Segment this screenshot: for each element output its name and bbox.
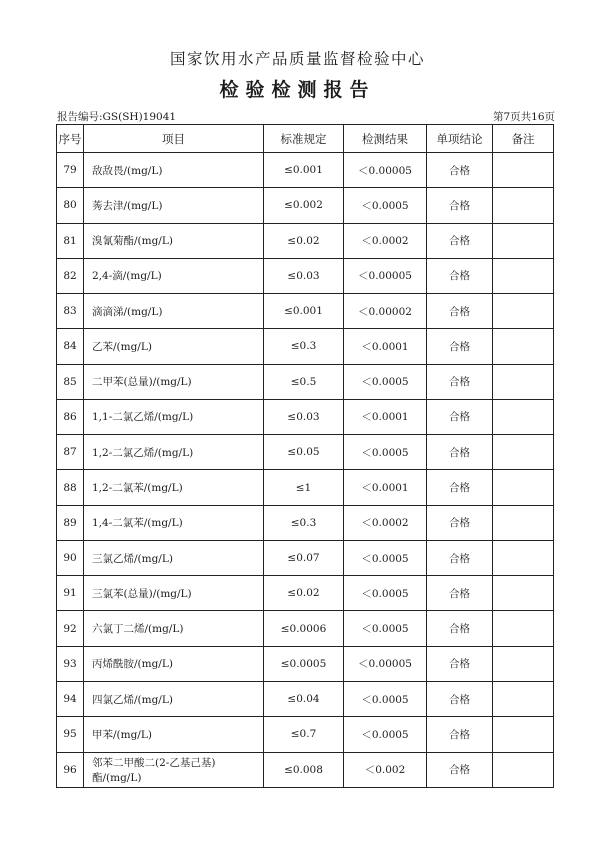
- cell-standard: ≤0.7: [264, 717, 344, 752]
- cell-standard: ≤0.002: [264, 188, 344, 223]
- cell-no: 86: [57, 399, 84, 434]
- cell-standard: ≤0.008: [264, 752, 344, 787]
- cell-conclusion: 合格: [427, 294, 493, 329]
- cell-standard: ≤0.07: [264, 540, 344, 575]
- cell-item: 四氯乙烯/(mg/L): [84, 681, 264, 716]
- cell-standard: ≤0.02: [264, 576, 344, 611]
- cell-no: 87: [57, 435, 84, 470]
- cell-item: 乙苯/(mg/L): [84, 329, 264, 364]
- cell-item: 溴氰菊酯/(mg/L): [84, 223, 264, 258]
- cell-no: 82: [57, 258, 84, 293]
- cell-result: ＜0.0005: [344, 188, 427, 223]
- cell-standard: ≤0.3: [264, 329, 344, 364]
- cell-no: 89: [57, 505, 84, 540]
- table-row: [57, 611, 554, 646]
- cell-conclusion: 合格: [427, 540, 493, 575]
- cell-item: 甲苯/(mg/L): [84, 717, 264, 752]
- cell-no: 94: [57, 681, 84, 716]
- table-row: [57, 470, 554, 505]
- cell-result: ＜0.00005: [344, 258, 427, 293]
- cell-no: 92: [57, 611, 84, 646]
- cell-conclusion: 合格: [427, 611, 493, 646]
- column-header-item: 项目: [84, 125, 264, 153]
- cell-standard: ≤0.001: [264, 153, 344, 188]
- cell-remark: [493, 646, 554, 681]
- cell-result: ＜0.0001: [344, 399, 427, 434]
- cell-remark: [493, 258, 554, 293]
- org-name: 国家饮用水产品质量监督检验中心: [169, 50, 425, 68]
- cell-item: 1,4-二氯苯/(mg/L): [84, 505, 264, 540]
- cell-conclusion: 合格: [427, 399, 493, 434]
- cell-item: 1,1-二氯乙烯/(mg/L): [84, 399, 264, 434]
- cell-remark: [493, 364, 554, 399]
- cell-no: 90: [57, 540, 84, 575]
- table-row: [57, 223, 554, 258]
- cell-result: ＜0.0005: [344, 681, 427, 716]
- cell-standard: ≤0.05: [264, 435, 344, 470]
- cell-conclusion: 合格: [427, 646, 493, 681]
- cell-result: ＜0.0005: [344, 611, 427, 646]
- cell-conclusion: 合格: [427, 435, 493, 470]
- cell-conclusion: 合格: [427, 470, 493, 505]
- cell-conclusion: 合格: [427, 364, 493, 399]
- table-header-row: [57, 125, 554, 153]
- cell-conclusion: 合格: [427, 258, 493, 293]
- cell-item: 六氯丁二烯/(mg/L): [84, 611, 264, 646]
- cell-result: ＜0.0002: [344, 223, 427, 258]
- cell-result: ＜0.0005: [344, 364, 427, 399]
- cell-remark: [493, 681, 554, 716]
- cell-remark: [493, 153, 554, 188]
- report-number: 报告编号:GS(SH)19041: [57, 111, 177, 123]
- cell-standard: ≤1: [264, 470, 344, 505]
- cell-no: 95: [57, 717, 84, 752]
- cell-no: 80: [57, 188, 84, 223]
- page-indicator: 第7页共16页: [492, 111, 555, 123]
- cell-conclusion: 合格: [427, 188, 493, 223]
- column-header-standard: 标准规定: [264, 125, 344, 153]
- cell-remark: [493, 188, 554, 223]
- cell-remark: [493, 294, 554, 329]
- table-row: [57, 329, 554, 364]
- table-row: [57, 399, 554, 434]
- cell-no: 79: [57, 153, 84, 188]
- cell-conclusion: 合格: [427, 681, 493, 716]
- cell-standard: ≤0.0006: [264, 611, 344, 646]
- table-row: [57, 646, 554, 681]
- table-row: [57, 505, 554, 540]
- table-row: [57, 717, 554, 752]
- cell-conclusion: 合格: [427, 153, 493, 188]
- report-title: 检验检测报告: [219, 79, 376, 101]
- cell-result: ＜0.00002: [344, 294, 427, 329]
- table-row: [57, 188, 554, 223]
- column-header-result: 检测结果: [344, 125, 427, 153]
- cell-no: 91: [57, 576, 84, 611]
- cell-remark: [493, 505, 554, 540]
- cell-result: ＜0.0005: [344, 540, 427, 575]
- cell-item: 二甲苯(总量)/(mg/L): [84, 364, 264, 399]
- cell-conclusion: 合格: [427, 576, 493, 611]
- cell-item: 2,4-滴/(mg/L): [84, 258, 264, 293]
- column-header-remark: 备注: [493, 125, 554, 153]
- cell-no: 81: [57, 223, 84, 258]
- cell-standard: ≤0.5: [264, 364, 344, 399]
- cell-standard: ≤0.03: [264, 258, 344, 293]
- cell-standard: ≤0.001: [264, 294, 344, 329]
- cell-remark: [493, 576, 554, 611]
- table-row: [57, 681, 554, 716]
- cell-item: 1,2-二氯苯/(mg/L): [84, 470, 264, 505]
- cell-no: 93: [57, 646, 84, 681]
- cell-item: 敌敌畏/(mg/L): [84, 153, 264, 188]
- cell-result: ＜0.00005: [344, 153, 427, 188]
- cell-item: 莠去津/(mg/L): [84, 188, 264, 223]
- cell-conclusion: 合格: [427, 223, 493, 258]
- cell-standard: ≤0.02: [264, 223, 344, 258]
- cell-remark: [493, 470, 554, 505]
- cell-remark: [493, 717, 554, 752]
- cell-standard: ≤0.03: [264, 399, 344, 434]
- cell-result: ＜0.00005: [344, 646, 427, 681]
- cell-no: 96: [57, 752, 84, 787]
- cell-item: 1,2-二氯乙烯/(mg/L): [84, 435, 264, 470]
- column-header-no: 序号: [57, 125, 84, 153]
- table-row: [57, 258, 554, 293]
- table-row: [57, 294, 554, 329]
- cell-result: ＜0.0005: [344, 717, 427, 752]
- results-table: [56, 124, 554, 788]
- table-row: [57, 752, 554, 787]
- cell-remark: [493, 435, 554, 470]
- cell-item: 三氯苯(总量)/(mg/L): [84, 576, 264, 611]
- cell-item: 三氯乙烯/(mg/L): [84, 540, 264, 575]
- cell-no: 83: [57, 294, 84, 329]
- cell-no: 85: [57, 364, 84, 399]
- cell-item: 邻苯二甲酸二(2-乙基己基)酯/(mg/L): [84, 752, 264, 787]
- cell-result: ＜0.0001: [344, 329, 427, 364]
- cell-result: ＜0.002: [344, 752, 427, 787]
- table-row: [57, 364, 554, 399]
- cell-remark: [493, 329, 554, 364]
- cell-standard: ≤0.0005: [264, 646, 344, 681]
- table-row: [57, 153, 554, 188]
- column-header-conclusion: 单项结论: [427, 125, 493, 153]
- table-row: [57, 540, 554, 575]
- cell-item: 丙烯酰胺/(mg/L): [84, 646, 264, 681]
- cell-conclusion: 合格: [427, 505, 493, 540]
- cell-standard: ≤0.04: [264, 681, 344, 716]
- cell-result: ＜0.0005: [344, 435, 427, 470]
- cell-remark: [493, 752, 554, 787]
- cell-remark: [493, 399, 554, 434]
- cell-conclusion: 合格: [427, 717, 493, 752]
- cell-result: ＜0.0001: [344, 470, 427, 505]
- cell-remark: [493, 223, 554, 258]
- cell-no: 84: [57, 329, 84, 364]
- cell-conclusion: 合格: [427, 329, 493, 364]
- cell-remark: [493, 611, 554, 646]
- cell-conclusion: 合格: [427, 752, 493, 787]
- cell-result: ＜0.0002: [344, 505, 427, 540]
- cell-standard: ≤0.3: [264, 505, 344, 540]
- table-row: [57, 435, 554, 470]
- cell-remark: [493, 540, 554, 575]
- table-row: [57, 576, 554, 611]
- cell-result: ＜0.0005: [344, 576, 427, 611]
- cell-item: 滴滴涕/(mg/L): [84, 294, 264, 329]
- cell-no: 88: [57, 470, 84, 505]
